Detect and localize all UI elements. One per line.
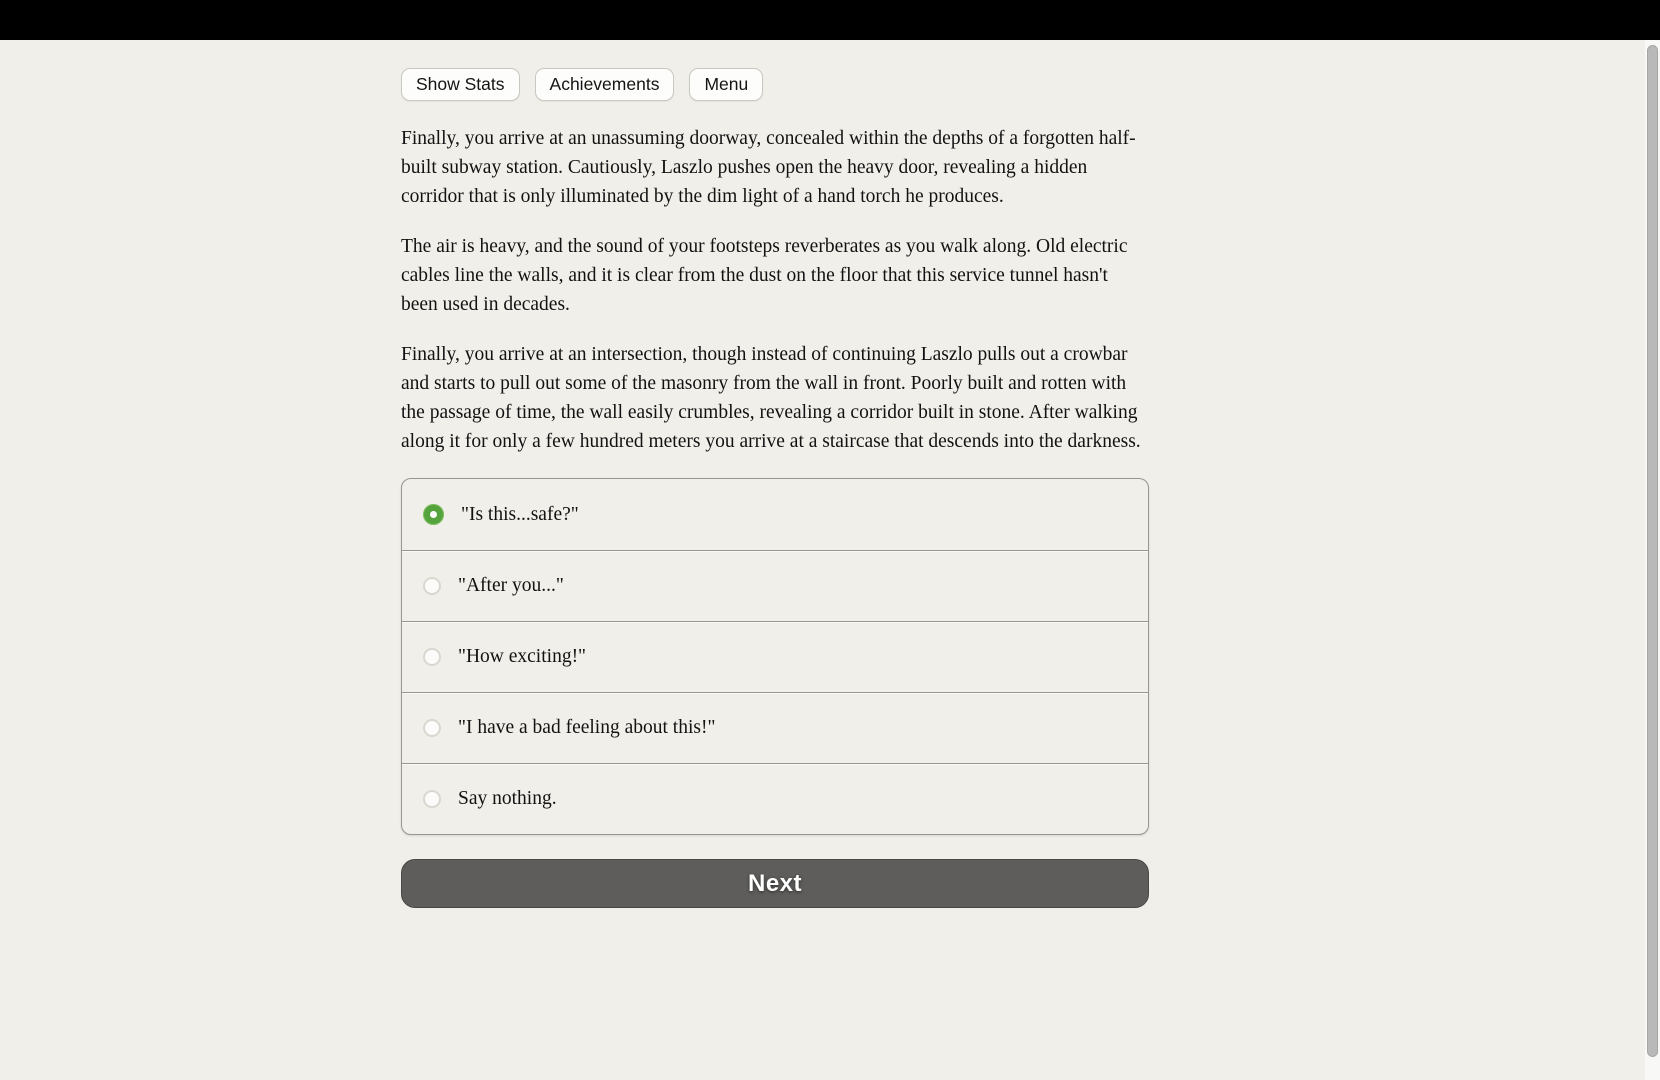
story-paragraph-1: Finally, you arrive at an unassuming doorway, concealed within the depths of a forgotten half-built subway station. Cautiously, Laszlo pushes open the heavy door, revealing a hidden corridor that is only illuminated by the dim light of a hand torch he produces. [401,128,1136,207]
radio-button-icon[interactable] [423,719,441,737]
achievements-button[interactable]: Achievements [535,68,675,101]
scrollbar-thumb[interactable] [1647,45,1658,1057]
choice-option-1[interactable] [402,479,1148,550]
choice-option-label: "I have a bad feeling about this!" [458,717,716,738]
choice-option-2[interactable] [402,550,1148,621]
scrollbar[interactable] [1645,40,1660,1080]
choice-option-5[interactable] [402,763,1148,834]
choice-option-label: "Is this...safe?" [461,503,579,525]
toolbar [401,68,1149,101]
choice-list [401,478,1149,835]
top-bar [0,0,1660,40]
choice-option-3[interactable] [402,621,1148,692]
next-button[interactable]: Next [401,859,1149,908]
radio-button-icon[interactable] [423,790,441,808]
choice-option-label: "How exciting!" [458,646,587,667]
choice-option-label: Say nothing. [458,788,557,809]
story-paragraph-3: Finally, you arrive at an intersection, though instead of continuing Laszlo pulls out a crowbar and starts to pull out some of the masonry from the wall in front. Poorly built and rotten with the passage of time, the wall easily crumbles, revealing a corridor built in stone. After walking along it for only a few hundred meters you arrive at a staircase that descends into the darkness. [401,344,1141,452]
story-text [401,124,1149,456]
game-content [401,40,1149,908]
choice-option-4[interactable] [402,692,1148,763]
radio-button-icon[interactable] [423,648,441,666]
story-paragraph-2: The air is heavy, and the sound of your footsteps reverberates as you walk along. Old electric cables line the walls, and it is clear from the dust on the floor that this service tunnel hasn't been used in decades. [401,236,1128,315]
menu-button[interactable]: Menu [689,68,763,101]
choice-option-label: "After you..." [458,575,564,596]
radio-button-icon[interactable] [423,577,441,595]
show-stats-button[interactable]: Show Stats [401,68,520,101]
radio-button-icon[interactable] [423,504,444,525]
